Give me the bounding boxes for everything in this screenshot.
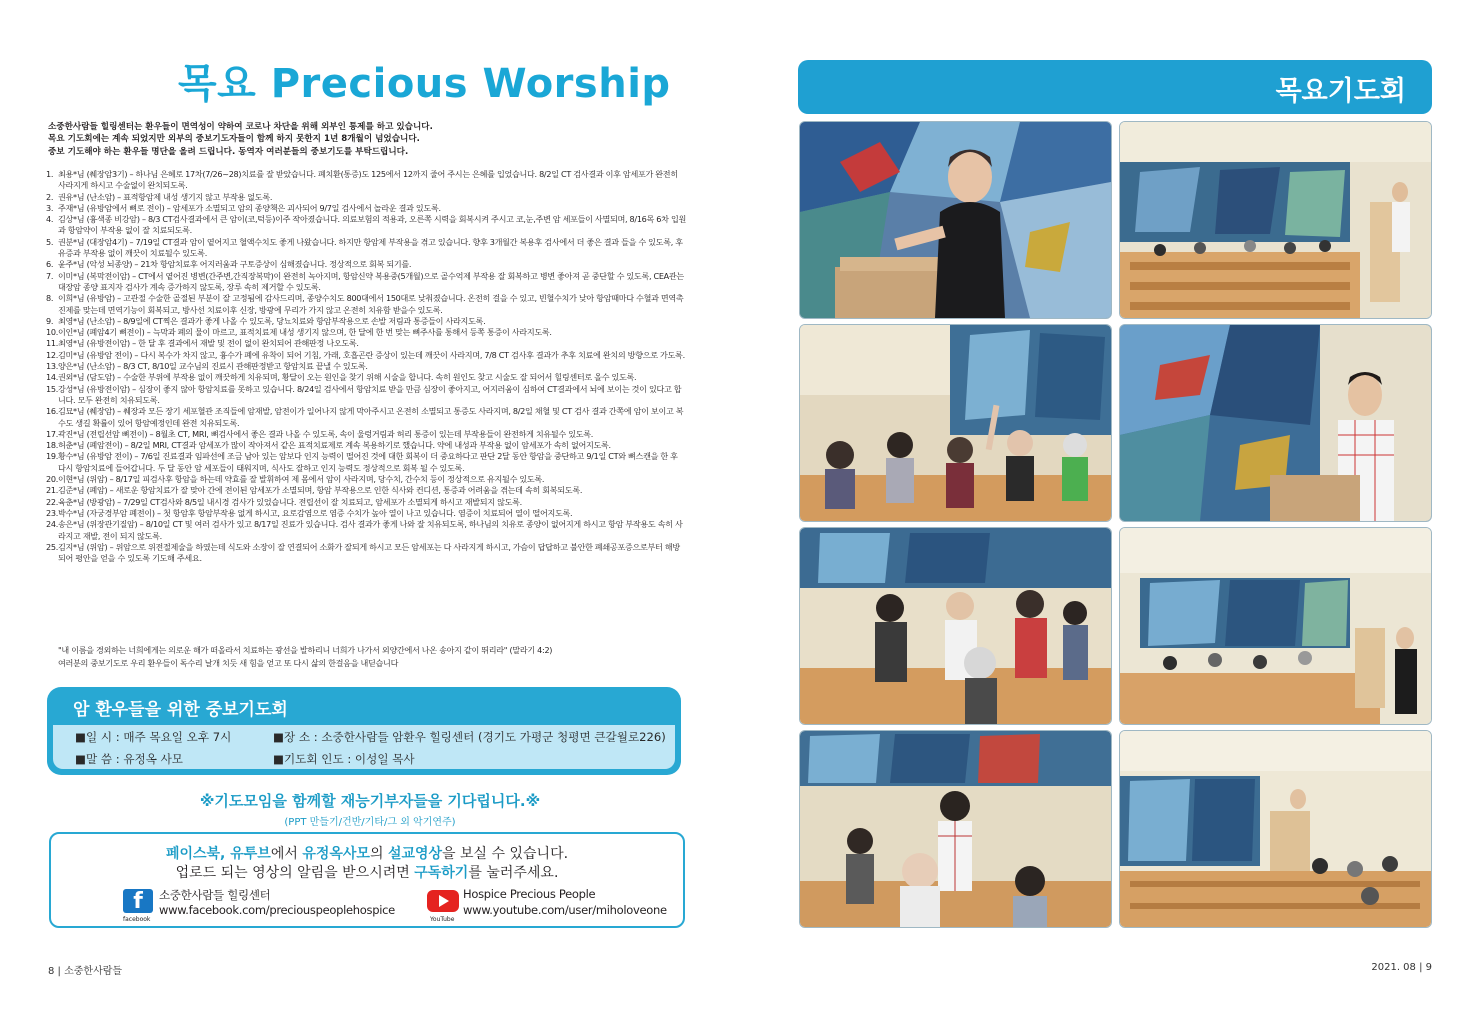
- prayer-item-text: 김묘*님 (췌장암) – 췌장과 모든 장기 세포혈관 조직들에 암재발, 암전이가 일어나지 않게 막아주시고 온전히 소멸되고 통증도 사라지며, 8/2일 채혈 및 CT 검사 결과 간쪽에 암이 보이고 복수도 생길 확률이 있어 항암예정인데 완전 치유되도록.: [58, 406, 684, 428]
- photo-8: [1119, 730, 1432, 928]
- prayer-item-text: 윤주*님 (악성 뇌종양) – 21차 항암치료후 어지러움과 구토증상이 심해졌습니다. 정상적으로 회복 되기를.: [58, 259, 412, 270]
- prayer-item-text: 이미*님 (복막전이암) – CT에서 옅어진 병변(간주변,간직장복막)이 완전히 녹아지며, 항암신약 복용중(5개월)으로 골수억제 부작용 잘 회복하고 병변 좋아져 곧 중단할 수 있도록, CEA관는 대장암 종양 표지자 검사가 계속 증가하지 않도록, 장루 속히 제거할 수 있도록.: [58, 270, 684, 292]
- prayer-item: [46, 508, 686, 519]
- prayer-item-number: 19.: [46, 451, 58, 462]
- promo-text: 을 보실 수 있습니다.: [442, 846, 569, 862]
- prayer-item-number: 2.: [46, 191, 54, 202]
- prayer-item-text: 허춘*님 (폐암전이) – 8/2일 MRI, CT결과 암세포가 많이 작아져서 같은 표적치료제로 계속 복용하기로 했습니다. 약에 내성과 부작용 없이 암세포가 속히 없어지도록.: [58, 440, 611, 451]
- prayer-item: [46, 474, 686, 485]
- prayer-item-text: 주재*님 (유방암에서 뼈로 전이) – 암세포가 소멸되고 암의 종양책은 괴사되어 9/7일 검사에서 놀라운 결과 있도록.: [58, 202, 441, 213]
- recruit-sub: (PPT 만들기/건반/기타/그 외 악기연주): [284, 817, 456, 828]
- right-page: [740, 0, 1480, 1016]
- prayer-item-number: 23.: [46, 507, 58, 518]
- prayer-item: [46, 451, 686, 474]
- photo-5-image: [800, 528, 1111, 724]
- intro-line: 소중한사람들 힐링센터는 환우들이 면역성이 약하여 코로나 차단을 위해 외부인 통제를 하고 있습니다.: [48, 122, 433, 132]
- prayer-item-text: 이희*님 (유방암) – 고관절 수술한 골절된 부분이 잘 고정됨에 감사드리며, 종양수치도 800대에서 150대로 낮춰졌습니다. 온전히 걸을 수 있고, 빈혈수치가 낮아 항암때마다 수혈과 면역촉진제를 맞는데 면역기능이 회복되고, 방사선 치료이후 신장, 방광에 무리가 가지 않고 온전히 치유함 받을수 있도록.: [58, 293, 684, 315]
- prayer-item: [46, 327, 686, 338]
- prayer-item: [46, 542, 686, 565]
- prayer-item: [46, 271, 686, 294]
- info-box-title: 암 환우들을 위한 중보기도회: [73, 700, 288, 720]
- photo-6: [1119, 527, 1432, 725]
- prayer-item-number: 6.: [46, 259, 54, 270]
- prayer-item-number: 9.: [46, 315, 54, 326]
- promo-text: 에서: [270, 846, 303, 862]
- youtube-icon: [427, 890, 459, 912]
- scripture-quote: "내 이름을 경외하는 너희에게는 의로운 해가 떠올라서 치료하는 광선을 발하리니 너희가 나가서 외양간에서 나온 송아지 같이 뛰리라" (말라기 4:2): [58, 645, 553, 655]
- prayer-item: [46, 406, 686, 429]
- photo-4-image: [1120, 325, 1431, 521]
- prayer-item-number: 8.: [46, 293, 54, 304]
- prayer-item-text: 최영*님 (난소암) – 8/9일에 CT찍은 결과가 좋게 나올 수 있도록, 당뇨치료와 항암부작용으로 손발 저림과 통증들이 사라지도록.: [58, 315, 486, 326]
- info-box-body: [53, 725, 675, 769]
- photo-8-image: [1120, 731, 1431, 927]
- prayer-item: [46, 361, 686, 372]
- photo-1: [799, 121, 1112, 319]
- facebook-url[interactable]: www.facebook.com/preciouspeoplehospice: [159, 903, 395, 917]
- prayer-item: [46, 192, 686, 203]
- prayer-item-number: 1.: [46, 169, 54, 179]
- prayer-item-number: 18.: [46, 440, 58, 451]
- prayer-item-text: 강성*님 (유방전이암) – 심장이 좋지 않아 항암치료를 못하고 있습니다. 8/24일 검사에서 항암치료 받을 만큼 심장이 좋아지고, 어지러움이 심하여 CT결과에서 뇌에 보이는 것이 있다고 합니다. 모두 완전히 치유되도록.: [58, 383, 682, 405]
- prayer-item-text: 이현*님 (위암) – 8/17일 피검사후 항암을 하는데 약효를 잘 발휘하여 제 몸에서 암이 사라지며, 당수치, 간수치 등이 정상적으로 유지될수 있도록.: [58, 474, 545, 485]
- photo-2-image: [1120, 122, 1431, 318]
- prayer-item-text: 이인*님 (폐암4기 뼈전이) – 늑막과 폐의 물이 마르고, 표적치료제 내성 생기지 않으며, 한 달에 한 번 맞는 뼈주사를 통해서 등쪽 통증이 사라지도록.: [58, 327, 552, 338]
- prayer-item-number: 17.: [46, 428, 58, 439]
- meeting-leader: ■기도회 인도 : 이성일 목사: [273, 752, 415, 766]
- subscribe-highlight: 구독하기: [414, 865, 469, 881]
- prayer-item-number: 16.: [46, 406, 58, 417]
- video-promo-box: [49, 832, 685, 928]
- prayer-item: [46, 237, 686, 260]
- prayer-item-number: 25.: [46, 541, 58, 552]
- closing-text: [58, 644, 698, 670]
- youtube-channel-name: Hospice Precious People: [463, 887, 596, 901]
- prayer-item: [46, 519, 686, 542]
- prayer-item-text: 최영*님 (유방전이암) – 한 달 후 결과에서 재발 및 전이 없이 완치되어 관해판정 나오도록.: [58, 338, 359, 349]
- photo-3-image: [800, 325, 1111, 521]
- promo-line-1: [51, 843, 683, 863]
- prayer-item: [46, 372, 686, 383]
- prayer-item-text: 권분*님 (대장암4기) – 7/19일 CT결과 암이 옅어지고 혈액수치도 좋게 나왔습니다. 하지만 항암제 부작용을 겪고 있습니다. 향후 3개월간 복용후 검사에서 더 좋은 결과 들을 수 있도록, 후유증과 부작용 없이 깨끗이 치료될수 있도록.: [58, 236, 683, 259]
- prayer-item: [46, 429, 686, 440]
- prayer-item-number: 15.: [46, 383, 58, 394]
- prayer-item-text: 최용*님 (췌장암3기) – 하나님 은혜로 17차(7/26~28)치료를 잘 받았습니다. 폐치환(통증)도 125에서 12까지 줄어 주시는 은혜를 입었습니다. 8/2일 CT 검사결과 이후 암세포가 완전히 사라지게 하시고 수술없이 완치되도록.: [58, 169, 678, 191]
- prayer-item-text: 양은*님 (난소암) – 8/3 CT, 8/10일 교수님의 진료시 관해판정받고 항암치료 끝낼 수 있도록.: [58, 361, 368, 372]
- info-box-header: [47, 687, 681, 727]
- prayer-item: [46, 497, 686, 508]
- prayer-item: [46, 203, 686, 214]
- promo-line-2: [51, 862, 683, 882]
- banner-title: 목요기도회: [1275, 76, 1406, 107]
- prayer-item: [46, 384, 686, 407]
- facebook-channel-name: 소중한사람들 힐링센터: [159, 888, 271, 902]
- recruit-notice: [0, 790, 740, 828]
- promo-highlight: 페이스북, 유투브: [165, 846, 271, 862]
- prayer-item: [46, 350, 686, 361]
- prayer-item-number: 12.: [46, 349, 58, 360]
- prayer-item-number: 10.: [46, 327, 58, 338]
- prayer-item: [46, 293, 686, 316]
- page-title: [178, 52, 671, 109]
- prayer-item: [46, 316, 686, 327]
- meeting-speaker: ■말 씀 : 유정옥 사모: [75, 752, 183, 766]
- title-english: Precious Worship: [270, 61, 671, 107]
- prayer-item-text: 김준*님 (폐암) – 새로운 항암치료가 잘 맞아 간에 전이된 암세포가 소멸되며, 항암 부작용으로 인한 식사와 컨디션, 통증과 어려움을 겪는데 속히 회복되도록.: [58, 485, 583, 496]
- meeting-time: ■일 시 : 매주 목요일 오후 7시: [75, 730, 232, 744]
- prayer-meeting-info-box: [47, 687, 681, 775]
- photo-6-image: [1120, 528, 1431, 724]
- prayer-item-number: 14.: [46, 372, 58, 383]
- prayer-item-text: 권유*님 (난소암) – 표적항암제 내성 생기지 않고 부작용 없도록.: [58, 191, 273, 202]
- prayer-item-number: 3.: [46, 202, 54, 213]
- prayer-list: [46, 169, 686, 564]
- photo-2: [1119, 121, 1432, 319]
- facebook-icon-label: facebook: [123, 916, 151, 923]
- promo-highlight: 유정옥사모: [302, 846, 370, 862]
- left-page-footer: 8 | 소중한사람들: [48, 966, 123, 977]
- photo-1-image: [800, 122, 1111, 318]
- prayer-item-number: 24.: [46, 519, 58, 530]
- prayer-item-number: 21.: [46, 485, 58, 496]
- prayer-item-number: 22.: [46, 496, 58, 507]
- facebook-icon: f: [123, 889, 153, 913]
- prayer-item: [46, 485, 686, 496]
- right-page-footer: 2021. 08 | 9: [1371, 962, 1432, 973]
- photo-5: [799, 527, 1112, 725]
- promo-highlight: 설교영상: [387, 846, 443, 862]
- prayer-item-text: 송은*님 (위장관기질암) – 8/10일 CT 및 여러 검사가 있고 8/17일 진료가 있습니다. 검사 결과가 좋게 나와 잘 치유되도록, 하나님의 치유로 종양이 없어지게 하시고 항암 부작용도 속히 사라지고 재발, 전이 되지 않도록.: [58, 519, 683, 541]
- closing-line: 여러분의 중보기도로 우리 환우들이 독수리 날개 치듯 새 힘을 얻고 또 다시 삶의 한걸음을 내딛습니다: [58, 658, 399, 668]
- prayer-item-number: 7.: [46, 270, 54, 281]
- prayer-item-text: 김상*님 (흉색종 비강암) – 8/3 CT검사결과에서 큰 암이(코,턱등)이주 작아졌습니다. 의료보험의 적용과, 오른쪽 시력을 회복시켜 주시고 코,눈,주변 암 세포들이 사멸되며, 8/16목 6차 입원과 항암약이 부작용 없이 잘 치료되도록.: [58, 214, 686, 236]
- promo-text: 의: [369, 846, 388, 862]
- prayer-item: [46, 440, 686, 451]
- promo-text: 를 눌러주세요.: [468, 865, 559, 881]
- promo-text: 업로드 되는 영상의 알림을 받으시려면: [175, 865, 415, 881]
- prayer-item-number: 5.: [46, 236, 54, 247]
- prayer-item-text: 황수*님 (유방암 전이) – 7/6일 진료결과 임파선에 조금 남아 있는 암보다 인지 능력이 떨어진 것에 대한 회복이 더 중요하다고 판단 2달 동안 항암을 중단하고 9/1일 CT와 뼈스캔을 한 후 다시 항암치료에 들어갑니다. 두 달 동안 암 세포들이 태워지며, 식사도 잘하고 인지 능력도 정상적으로 회복 될 수 있도록.: [58, 451, 678, 473]
- section-banner: [798, 60, 1432, 114]
- photo-7-image: [800, 731, 1111, 927]
- prayer-item-text: 박수*님 (자궁경부암 폐전이) – 첫 항암후 항암부작용 없게 하시고, 요로감염으로 염증 수치가 높아 열이 나고 있습니다. 염증이 치료되어 열이 떨어지도록.: [58, 507, 573, 518]
- prayer-item-text: 권외*님 (담도암) – 수술한 부위에 부작용 없이 깨끗하게 치유되며, 황달이 오는 원인을 찾기 위해 시술을 합니다. 속히 원인도 찾고 시술도 잘 되어서 힐링센터로 올수 있도록.: [58, 372, 637, 383]
- photo-4: [1119, 324, 1432, 522]
- prayer-item-number: 13.: [46, 361, 58, 372]
- recruit-main: ※기도모임을 함께할 재능기부자들을 기다립니다.※: [199, 792, 541, 810]
- youtube-icon-label: YouTube: [430, 916, 455, 923]
- photo-7: [799, 730, 1112, 928]
- youtube-url[interactable]: www.youtube.com/user/miholoveone: [463, 903, 667, 917]
- intro-line: 중보 기도해야 하는 환우들 명단을 올려 드립니다. 동역자 여러분들의 중보기도를 부탁드립니다.: [48, 146, 409, 157]
- prayer-item-text: 육춘*님 (방광암) – 7/29일 CT검사와 8/5일 내시경 검사가 있었습니다. 전립선이 잘 치료되고, 암세포가 소멸되게 하시고 재발되지 않도록.: [58, 496, 522, 507]
- prayer-item: [46, 214, 686, 237]
- prayer-item: [46, 338, 686, 349]
- intro-line: 목요 기도회에는 계속 되었지만 외부의 중보기도자들이 함께 하지 못한지 1년 8개월이 넘었습니다.: [48, 134, 420, 145]
- prayer-item-text: 김미*님 (유방암 전이) – 다시 복수가 차지 않고, 흉수가 폐에 유착이 되어 기침, 가래, 호흡곤란 증상이 있는데 깨끗이 사라지며, 7/8 CT 검사후 결과가 추후 치료에 완치의 방향으로 가도록.: [58, 349, 685, 360]
- prayer-item-number: 11.: [46, 338, 58, 349]
- photo-3: [799, 324, 1112, 522]
- title-korean: 목요: [178, 61, 257, 107]
- prayer-item-number: 4.: [46, 214, 54, 225]
- prayer-item: [46, 169, 686, 192]
- intro-text: [48, 121, 688, 158]
- prayer-item-text: 김지*님 (위암) – 위암으로 위전절제술을 하였는데 식도와 소장이 잘 연결되어 소화가 잘되게 하시고 모든 암세포는 다 사라지게 하시고, 가슴이 답답하고 불안한 폐쇄공포증으로부터 해방되어 평안을 얻을 수 있도록 기도해 주세요.: [58, 541, 680, 564]
- prayer-item-number: 20.: [46, 474, 58, 485]
- prayer-item: [46, 259, 686, 270]
- prayer-item-text: 곽진*님 (전립선암 뼈전이) – 8월초 CT, MRI, 뼈검사에서 좋은 결과 나올 수 있도록, 속이 울렁거림과 허리 통증이 있는데 부작용들이 완전하게 치유될수 있도록.: [58, 428, 594, 439]
- meeting-place: ■장 소 : 소중한사람들 암환우 힐링센터 (경기도 가평군 청평면 큰갈월로226): [273, 730, 666, 744]
